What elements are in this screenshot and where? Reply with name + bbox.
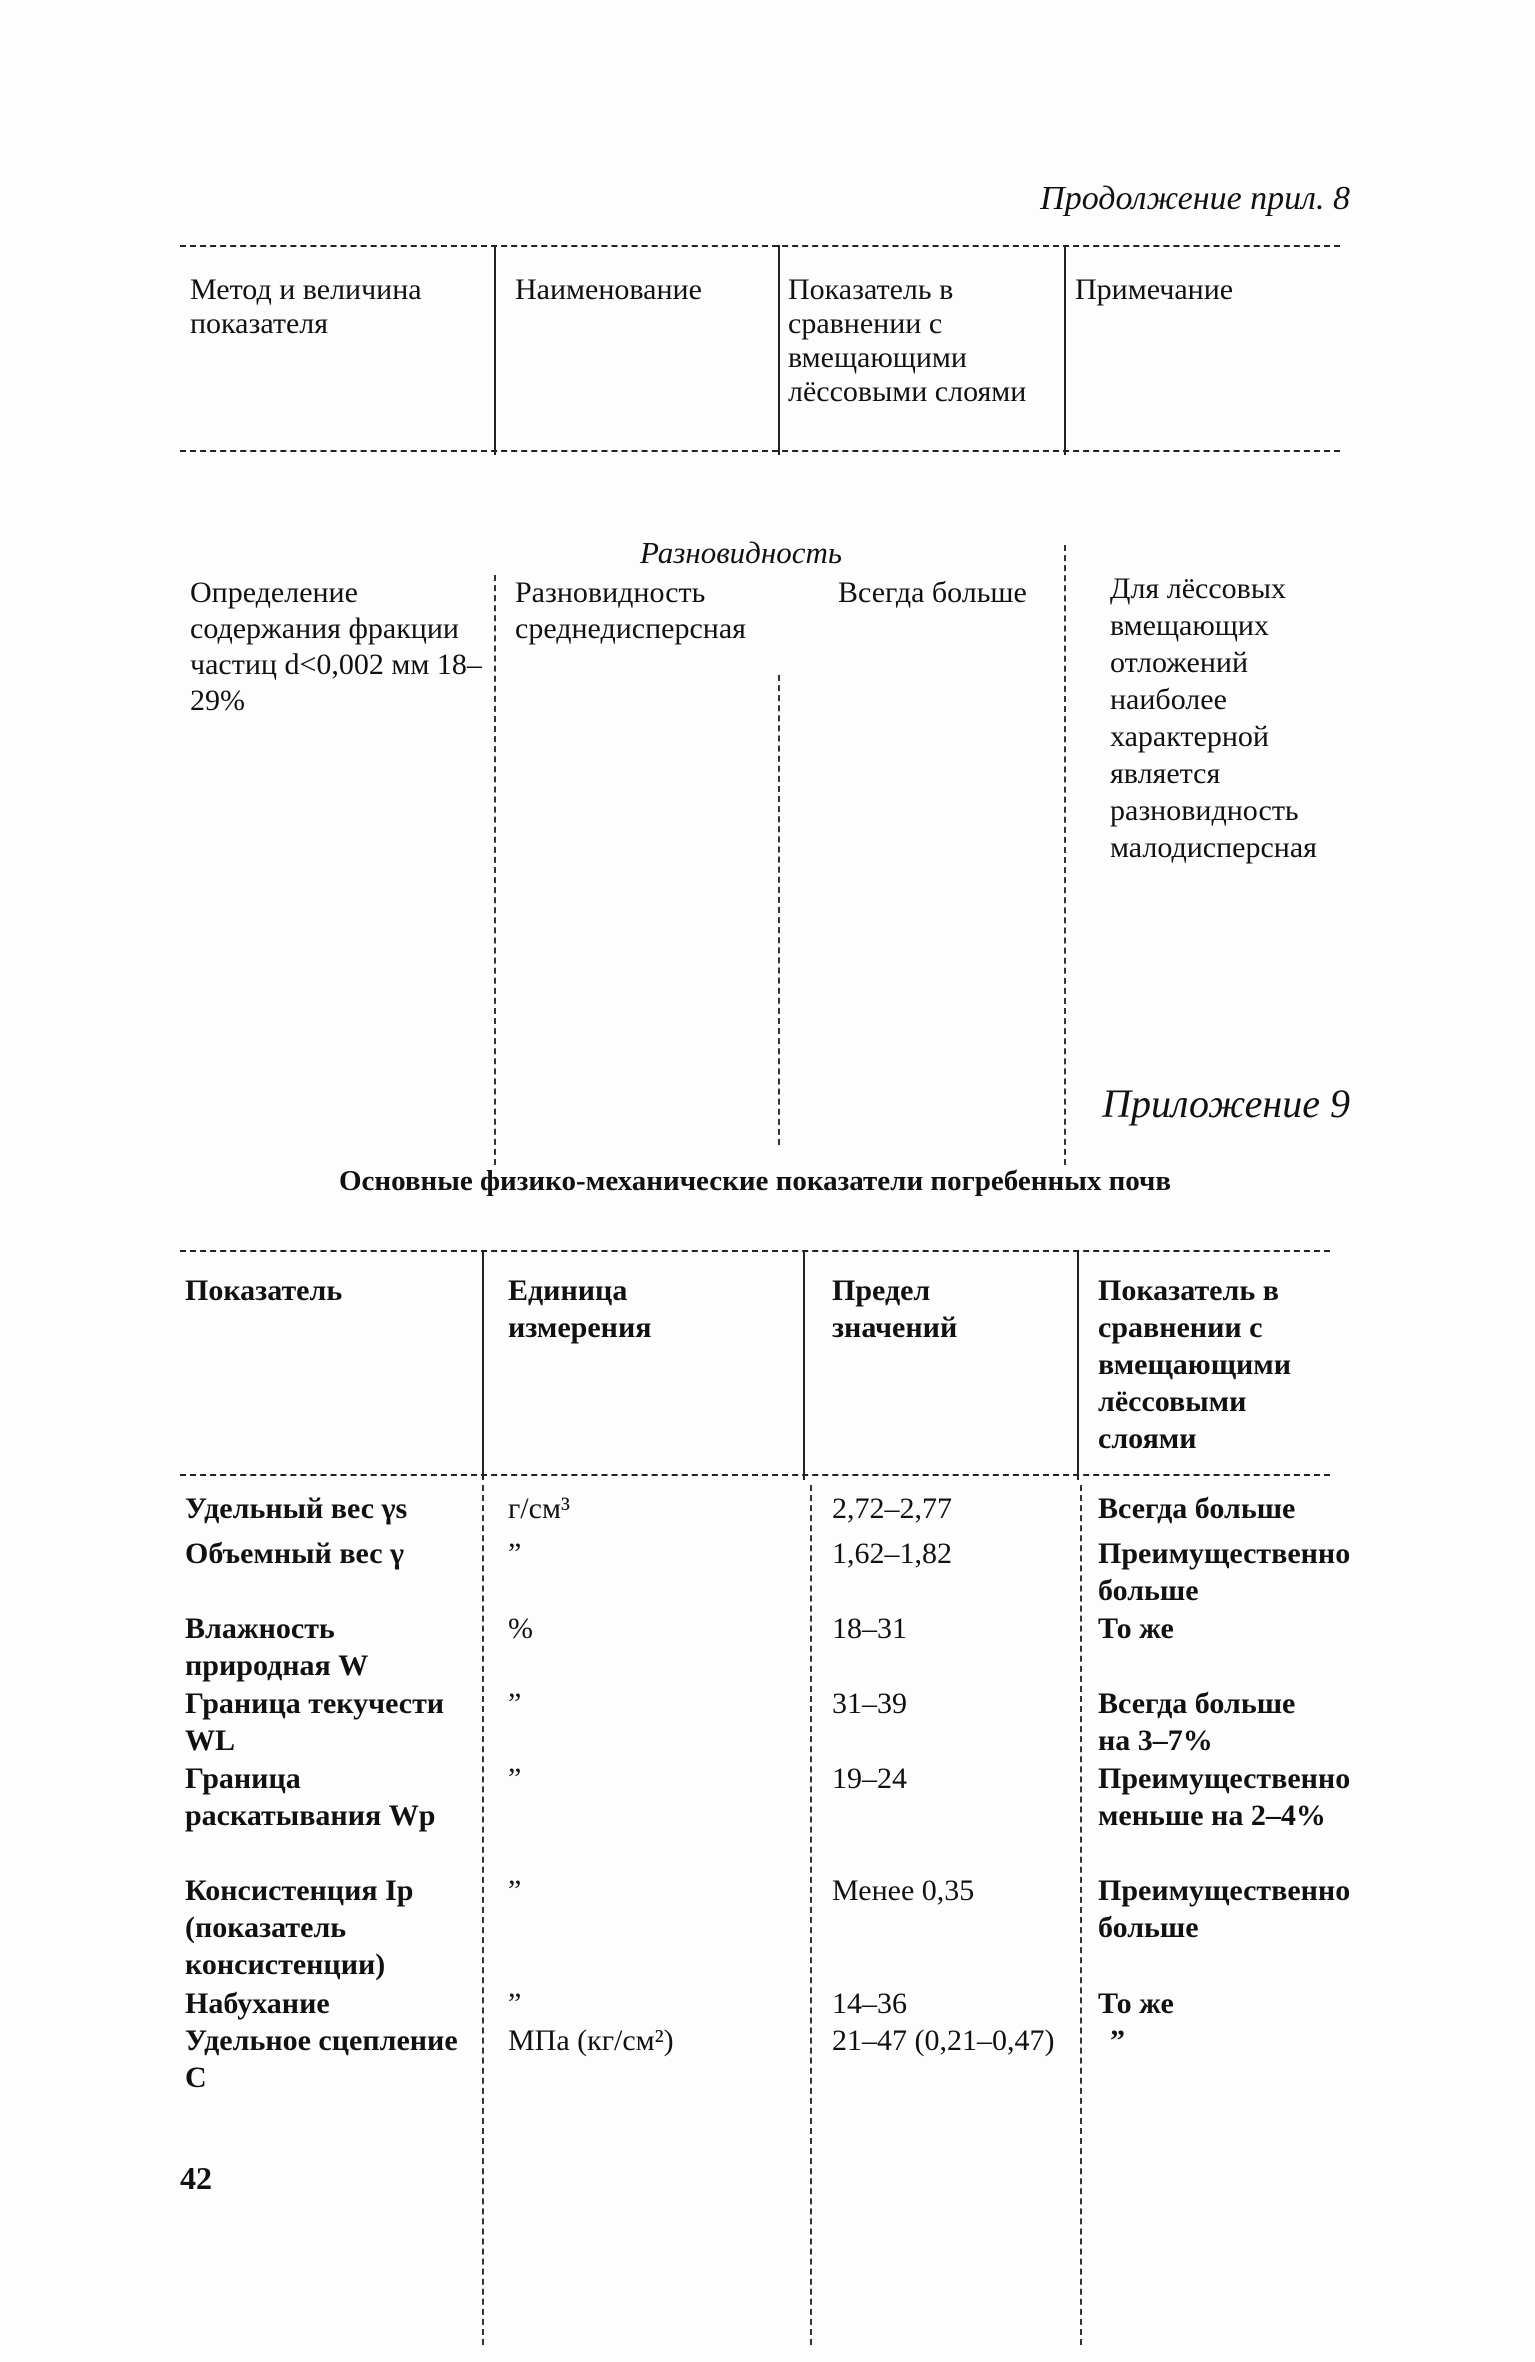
column-divider (810, 1485, 812, 2345)
row-name: Разновидность среднедисперсная (515, 576, 746, 645)
row-unit: ” (508, 1687, 522, 1720)
row-method: Определение содержания фракции частиц d<0,002 мм 18–29% (190, 576, 482, 717)
row-unit: % (508, 1612, 533, 1645)
column-divider (482, 1250, 484, 1480)
row-comparison: То же (1098, 1612, 1174, 1645)
row-note: Для лёссовых вмещающих отложений наиболее характерной является разновидность малодисперсная (1110, 572, 1317, 864)
row-range: 31–39 (832, 1687, 907, 1720)
table-rule-top (180, 1250, 1330, 1252)
header-range: Предел значений (832, 1274, 958, 1344)
row-indicator: Граница раскатывания Wp (185, 1762, 436, 1832)
row-indicator: Удельное сцепление C (185, 2024, 458, 2094)
row-comparison: Преимущественно меньше на 2–4% (1098, 1762, 1351, 1832)
row-comparison: Всегда больше (838, 576, 1027, 609)
row-indicator: Граница текучести WL (185, 1687, 445, 1757)
header-comparison: Показатель в сравнении с вмещающими лёссовыми слоями (788, 273, 1027, 408)
table-rule-header (180, 1474, 1330, 1476)
row-indicator: Влажность природная W (185, 1612, 369, 1682)
header-note: Примечание (1075, 273, 1234, 306)
continuation-title: Продолжение прил. 8 (1040, 180, 1350, 217)
column-divider (778, 675, 780, 1145)
column-divider (1064, 545, 1066, 1165)
row-unit: г/см³ (508, 1492, 570, 1525)
page-number: 42 (180, 2160, 212, 2196)
header-comparison: Показатель в сравнении с вмещающими лёссовыми слоями (1098, 1274, 1292, 1455)
column-divider (482, 1485, 484, 2345)
row-indicator: Набухание (185, 1987, 330, 2020)
column-divider (803, 1250, 805, 1480)
row-unit: МПа (кг/см²) (508, 2024, 674, 2057)
table-rule-top (180, 245, 1340, 247)
row-unit: ” (508, 1987, 522, 2020)
header-name: Наименование (515, 273, 702, 306)
row-range: 21–47 (0,21–0,47) (832, 2024, 1055, 2057)
row-range: 1,62–1,82 (832, 1537, 952, 1570)
header-unit: Единица измерения (508, 1274, 652, 1344)
column-divider (778, 245, 780, 455)
column-divider (1080, 1485, 1082, 2345)
row-range: 14–36 (832, 1987, 907, 2020)
row-comparison: Преимущественно больше (1098, 1874, 1351, 1944)
appendix-9-heading: Основные физико-механические показатели погребенных почв (338, 1165, 1172, 1197)
column-divider (494, 245, 496, 455)
section-label: Разновидность (640, 535, 842, 570)
row-comparison: Всегда больше (1098, 1492, 1296, 1525)
row-comparison: То же (1098, 1987, 1174, 2020)
row-unit: ” (508, 1874, 522, 1907)
header-method: Метод и величина показателя (190, 273, 422, 340)
row-comparison: Всегда больше на 3–7% (1098, 1687, 1296, 1757)
row-range: 19–24 (832, 1762, 907, 1795)
row-unit: ” (508, 1537, 522, 1570)
row-range: 2,72–2,77 (832, 1492, 952, 1525)
header-indicator: Показатель (185, 1274, 343, 1307)
column-divider (494, 575, 496, 1165)
row-unit: ” (508, 1762, 522, 1795)
column-divider (1077, 1250, 1079, 1480)
row-range: 18–31 (832, 1612, 907, 1645)
column-divider (1064, 245, 1066, 455)
row-range: Менее 0,35 (832, 1874, 975, 1907)
row-indicator: Объемный вес γ (185, 1537, 405, 1570)
row-comparison: ” (1110, 2024, 1125, 2057)
row-indicator: Удельный вес γs (185, 1492, 408, 1525)
row-comparison: Преимущественно больше (1098, 1537, 1351, 1607)
appendix-9-title: Приложение 9 (1102, 1081, 1350, 1126)
row-indicator: Консистенция Ip (показатель консистенции) (185, 1874, 414, 1981)
table-rule-header (180, 450, 1340, 452)
